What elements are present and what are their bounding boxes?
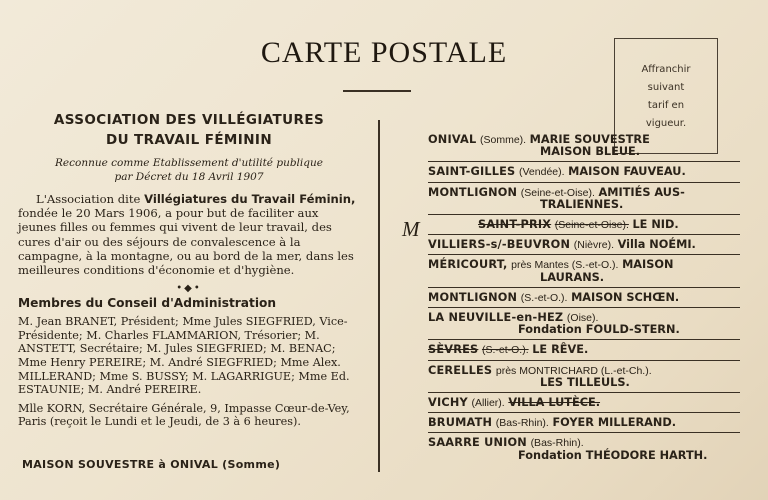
department: près MONTRICHARD (L.-et-Ch.). <box>495 364 652 377</box>
department: (Somme). <box>479 134 527 146</box>
place-name: SAINT-GILLES <box>428 165 516 179</box>
place-name: MONTLIGNON <box>428 290 518 304</box>
place-name: BRUMATH <box>428 416 493 430</box>
department: (Vendée). <box>519 166 565 179</box>
department: (Bas-Rhin). <box>495 417 549 430</box>
house-name-line2: TRALIENNES. <box>540 197 624 211</box>
stamp-line: vigueur. <box>645 118 687 129</box>
list-item <box>428 340 740 360</box>
address-m-letter: M <box>402 217 420 241</box>
association-title-line2: DU TRAVAIL FÉMININ <box>105 132 273 148</box>
place-name: VICHY <box>428 396 468 410</box>
maison-souvestre-caption: MAISON SOUVESTRE à ONIVAL (Somme) <box>22 458 281 471</box>
house-name: MAISON <box>622 258 674 272</box>
house-name: LE RÊVE. <box>532 343 589 357</box>
place-name: SÈVRES <box>428 343 479 357</box>
description-rest: fondée le 20 Mars 1906, a pour but de faciliter aux jeunes filles ou femmes qui vivent de leur travail, des cures d'air ou des séjours de convalescence à la campagne, à la montagne, ou au bord de la mer, dans les meilleures conditions d'économie et d'hygiène. <box>18 206 354 278</box>
list-item <box>428 433 740 464</box>
house-name: Villa NOÉMI. <box>617 238 696 252</box>
department: (Allier). <box>471 397 505 410</box>
list-item <box>428 361 740 393</box>
house-name: MAISON SCHŒN. <box>571 290 680 304</box>
house-name-line2: Fondation THÉODORE HARTH. <box>518 448 708 462</box>
reconnue-line2: par Décret du 18 Avril 1907 <box>114 171 264 183</box>
place-name: MONTLIGNON <box>428 185 518 199</box>
association-description <box>18 192 360 277</box>
list-item <box>428 288 740 308</box>
stamp-line: suivant <box>647 82 685 93</box>
address-list <box>428 134 740 465</box>
house-name: AMITIÉS AUS- <box>598 185 685 199</box>
list-item <box>428 413 740 433</box>
card-title: CARTE POSTALE <box>260 36 508 69</box>
secretary-info: Mlle KORN, Secrétaire Générale, 9, Impasse Cœur-de-Vey, Paris (reçoit le Lundi et le Jeudi, de 3 à 6 heures). <box>18 401 350 429</box>
left-column <box>18 110 360 429</box>
house-name-line2: MAISON BLEUE. <box>540 145 641 159</box>
department: (Nièvre). <box>573 239 614 252</box>
department: (Bas-Rhin). <box>530 437 584 450</box>
house-name-line2: Fondation FOULD-STERN. <box>518 323 680 337</box>
association-title <box>18 110 360 150</box>
list-item <box>428 162 740 182</box>
department: (Seine-et-Oise). <box>520 186 595 199</box>
place-name: MÉRICOURT, <box>428 258 508 272</box>
place-name: SAARRE UNION <box>428 436 527 450</box>
place-name: LA NEUVILLE-en-HEZ <box>428 311 564 325</box>
stamp-line: Affranchir <box>641 64 691 75</box>
department: (S.-et-O.). <box>520 291 568 304</box>
department: (S.-et-O.). <box>481 344 529 357</box>
description-name: Villégiatures du Travail Féminin, <box>144 192 356 206</box>
house-name: MARIE SOUVESTRE <box>529 133 650 146</box>
reconnue-line1: Reconnue comme Etablissement d'utilité publique <box>55 157 323 169</box>
membres-heading: Membres du Conseil d'Administration <box>18 296 277 311</box>
list-item <box>428 393 740 413</box>
association-title-line1: ASSOCIATION DES VILLÉGIATURES <box>53 112 325 128</box>
conseil-members: M. Jean BRANET, Président; Mme Jules SIEGFRIED, Vice-Présidente; M. Charles FLAMMARION, Trésorier; M. ANSTETT, Secrétaire; M. Jules SIEGFRIED; M. BENAC; Mme Henry PEREIRE; M. André SIEGFRIED; Mme Alex. MILLERAND; Mme S. BUSSY; M. LAGARRIGUE; Mme Ed. ESTAUNIE; M. André PEREIRE. <box>18 315 350 397</box>
ornament-divider: •◆• <box>176 283 202 295</box>
house-name: FOYER MILLERAND. <box>552 416 677 430</box>
house-name: LE NID. <box>632 218 679 232</box>
house-name-line2: LES TILLEULS. <box>540 375 630 389</box>
place-name: CERELLES <box>428 363 493 377</box>
list-item <box>428 183 740 215</box>
house-name: VILLA LUTÈCE. <box>508 396 601 410</box>
description-intro: L'Association dite <box>36 192 145 206</box>
place-name: SAINT-PRIX <box>478 218 552 232</box>
list-item <box>428 134 740 162</box>
department: (Oise). <box>566 312 599 325</box>
department: (Seine-et-Oise). <box>554 219 629 232</box>
title-underline <box>343 90 411 92</box>
reconnue-notice <box>18 156 360 184</box>
place-name: ONIVAL <box>428 133 477 146</box>
place-name: VILLIERS-s/-BEUVRON <box>428 238 571 252</box>
house-name: MAISON FAUVEAU. <box>568 165 686 179</box>
list-item <box>428 215 740 235</box>
list-item <box>428 235 740 255</box>
stamp-line: tarif en <box>647 100 685 111</box>
department: près Mantes (S.-et-O.). <box>511 259 619 272</box>
center-divider <box>378 120 380 472</box>
list-item <box>428 255 740 287</box>
list-item <box>428 308 740 340</box>
house-name-line2: LAURANS. <box>540 270 605 284</box>
